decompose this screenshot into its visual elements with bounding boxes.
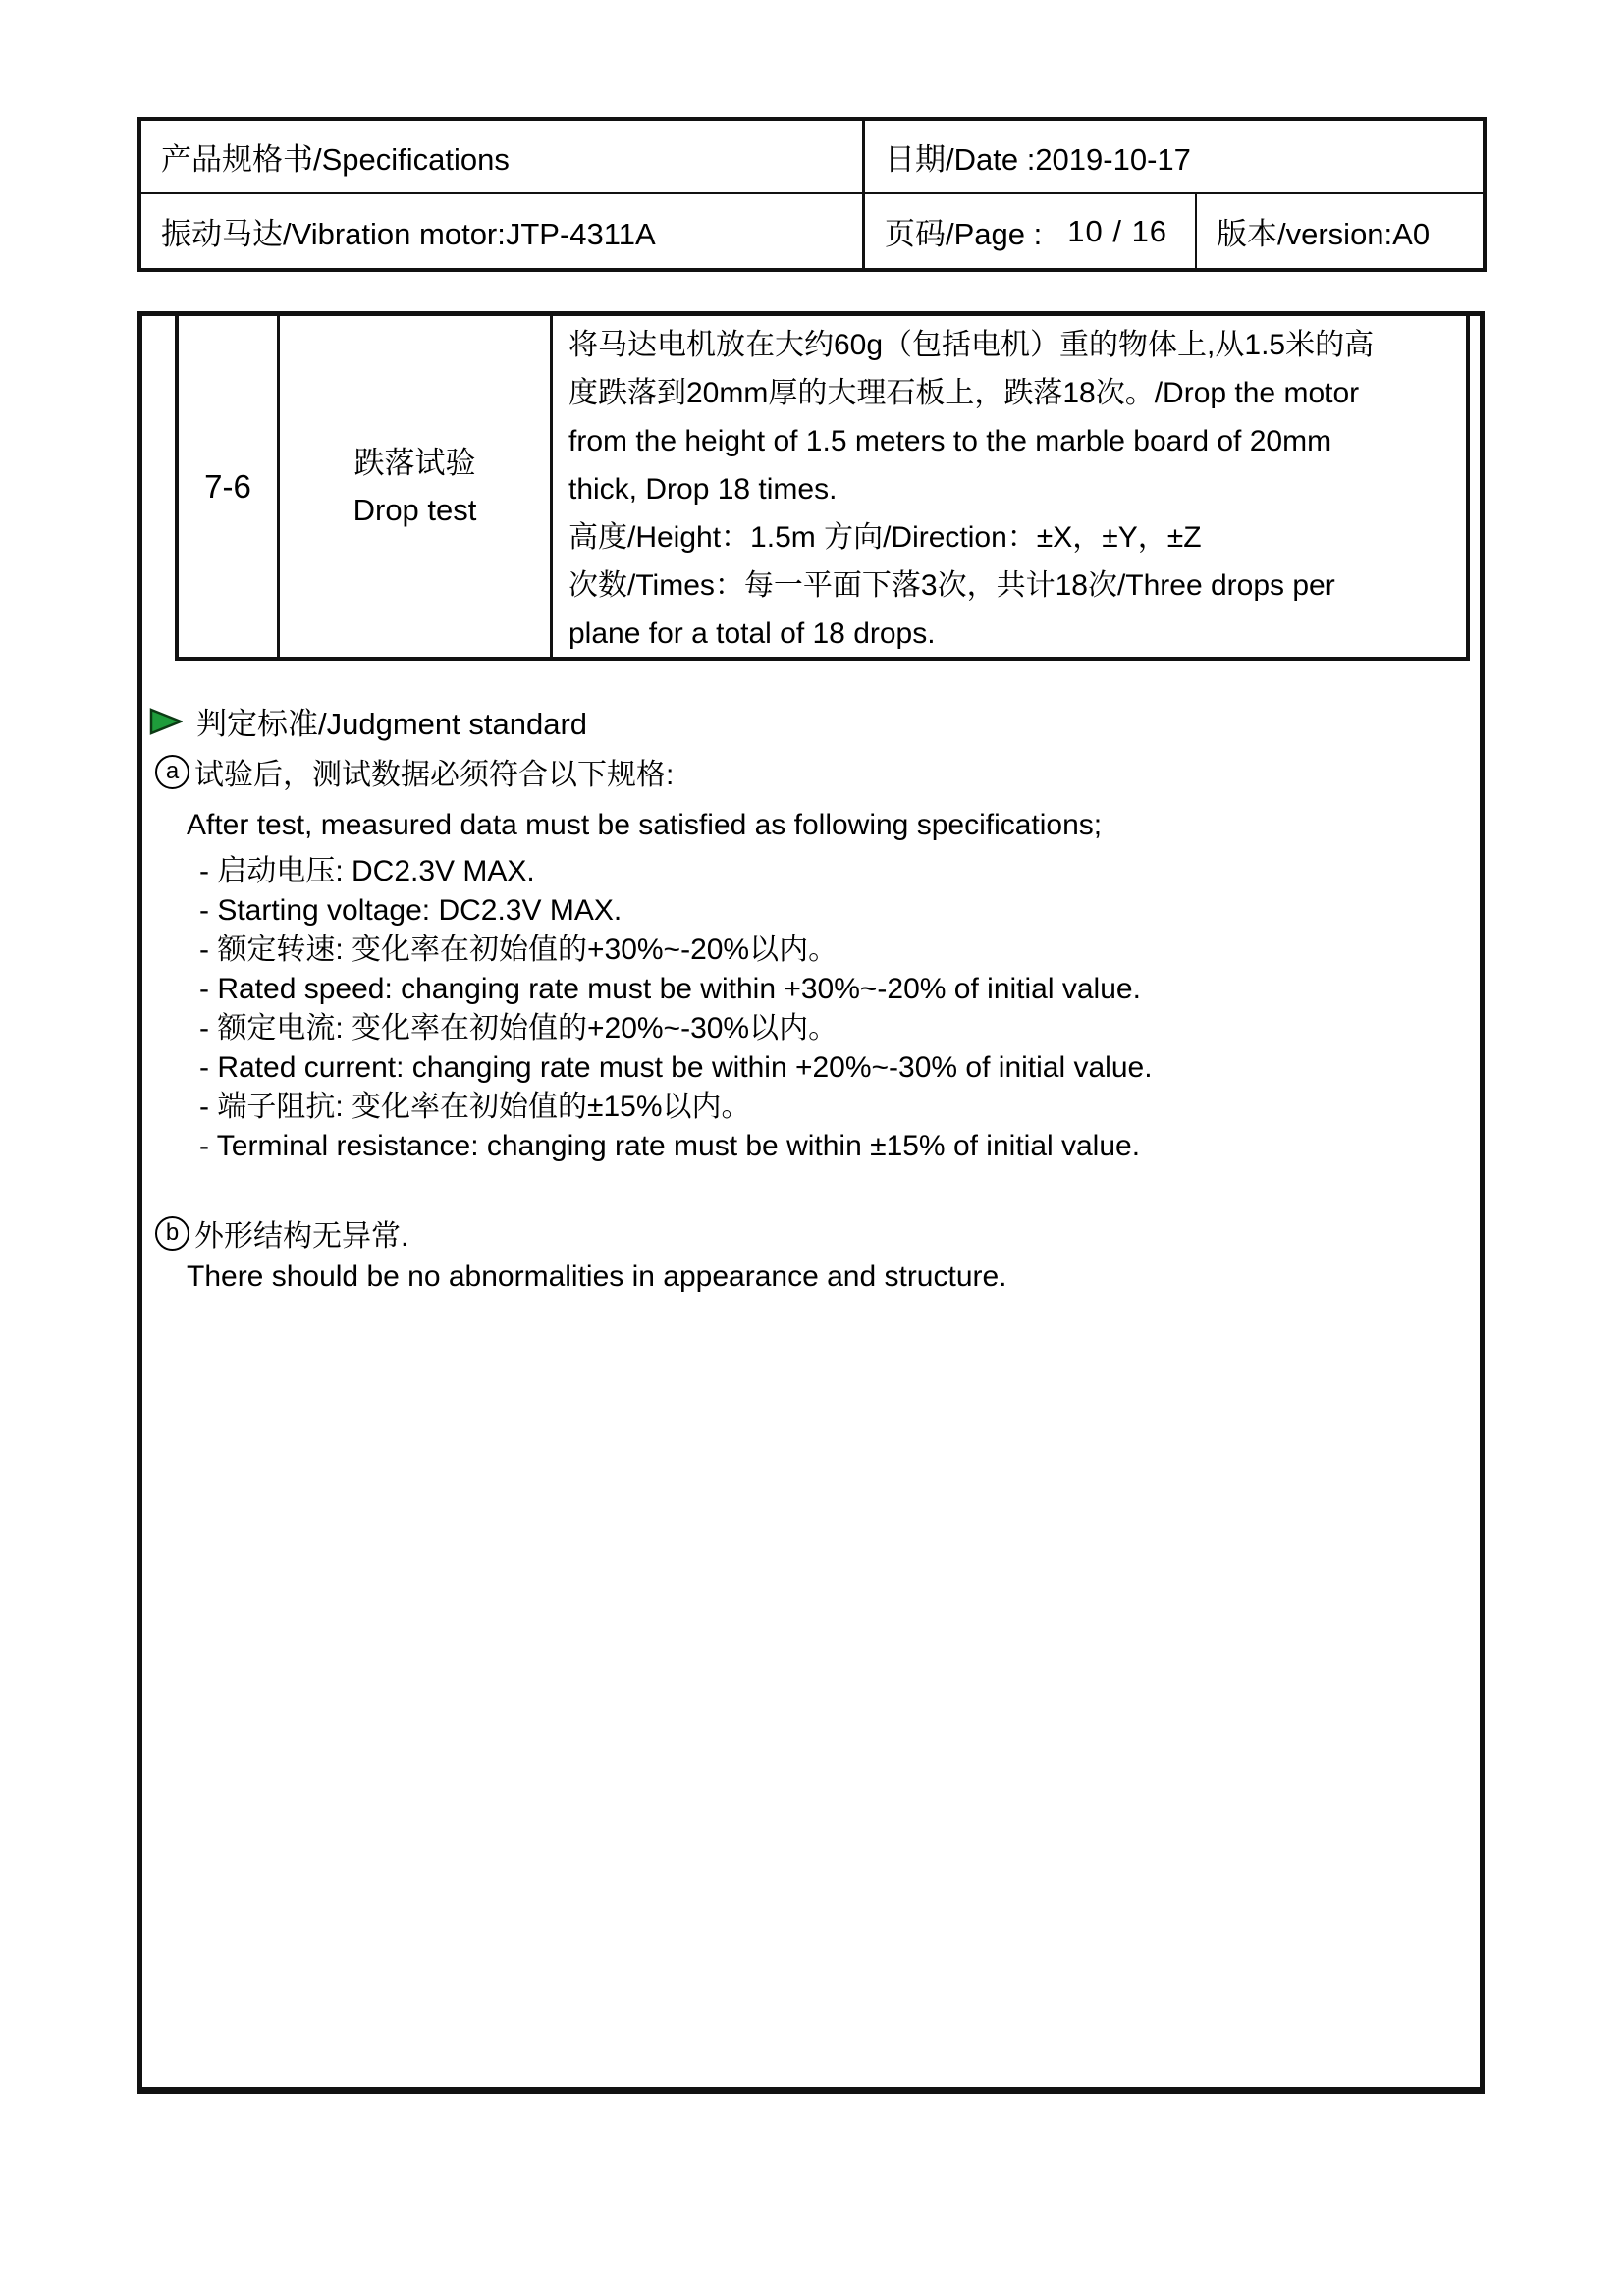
spec-list-item: - 启动电压: DC2.3V MAX. — [199, 855, 535, 887]
judgment-standard-title: 判定标准/Judgment standard — [196, 707, 588, 741]
drop-test-name-en: Drop test — [352, 492, 477, 527]
date-cell: 日期/Date :2019-10-17 — [862, 121, 1483, 192]
section-a-spec-list — [199, 852, 1153, 1166]
page-cell — [862, 194, 1195, 268]
drop-test-description-cell — [550, 316, 1466, 657]
description-line: 度跌落到20mm厚的大理石板上，跌落18次。/Drop the motor — [568, 377, 1360, 409]
spec-list-item: - Terminal resistance: changing rate must be within ±15% of initial value. — [199, 1130, 1141, 1162]
version-cell: 版本/version:A0 — [1195, 194, 1483, 268]
page-label: 页码/Page : — [885, 217, 1043, 251]
document-header-table — [137, 117, 1487, 272]
section-a-heading-text: 试验后，测试数据必须符合以下规格: — [194, 759, 675, 791]
drop-test-item-number: 7-6 — [204, 467, 251, 505]
spec-list-item: - Rated current: changing rate must be within +20%~-30% of initial value. — [199, 1051, 1153, 1084]
spec-list-item: - 额定转速: 变化率在初始值的+30%~-20%以内。 — [199, 934, 839, 966]
spec-list-item: - 额定电流: 变化率在初始值的+20%~-30%以内。 — [199, 1012, 839, 1044]
circled-b-badge: b — [155, 1216, 189, 1251]
description-line: 高度/Height：1.5m 方向/Direction：±X，±Y，±Z — [568, 521, 1202, 554]
description-line: plane for a total of 18 drops. — [568, 617, 936, 650]
header-row-1 — [141, 121, 1483, 194]
spec-list-item: - Rated speed: changing rate must be within +30%~-20% of initial value. — [199, 973, 1141, 1005]
product-model-cell: 振动马达/Vibration motor:JTP-4311A — [161, 217, 656, 251]
description-line: 将马达电机放在大约60g（包括电机）重的物体上,从1.5米的高 — [568, 329, 1375, 361]
content-frame — [137, 311, 1485, 2094]
green-triangle-marker-icon — [149, 708, 183, 735]
section-b-heading — [155, 1211, 408, 1255]
judgment-standard-header — [149, 699, 587, 743]
header-row-2 — [141, 194, 1483, 268]
section-b-heading-text: 外形结构无异常. — [194, 1220, 409, 1253]
description-line: thick, Drop 18 times. — [568, 473, 838, 506]
drop-test-name-cell — [277, 316, 550, 657]
section-b-text-en: There should be no abnormalities in appearance and structure. — [187, 1260, 1007, 1293]
circled-a-badge: a — [155, 755, 189, 789]
description-line: 次数/Times：每一平面下落3次，共计18次/Three drops per — [568, 569, 1335, 602]
section-a-heading — [155, 750, 674, 793]
section-a-intro-en: After test, measured data must be satisfied as following specifications; — [187, 809, 1103, 841]
description-line: from the height of 1.5 meters to the marble board of 20mm — [568, 425, 1332, 457]
page-number: 10 / 16 — [1067, 213, 1168, 248]
drop-test-table — [175, 316, 1470, 661]
drop-test-name-cn: 跌落试验 — [353, 445, 476, 480]
spec-list-item: - Starting voltage: DC2.3V MAX. — [199, 894, 623, 927]
spec-title-cell: 产品规格书/Specifications — [161, 142, 510, 177]
spec-list-item: - 端子阻抗: 变化率在初始值的±15%以内。 — [199, 1091, 751, 1123]
